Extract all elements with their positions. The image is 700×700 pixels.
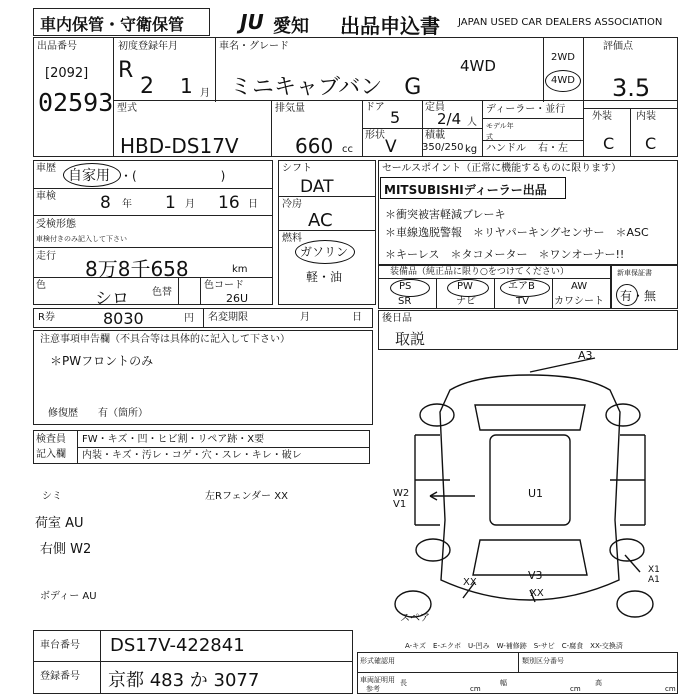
eq-sr: SR [398,296,412,307]
storage-title: 車内保管・守衛保管 [40,15,185,34]
diagram-spare: スペア [400,613,430,624]
model-year-label: モデル年式 [486,122,514,141]
diagram-xx1: XX [463,577,477,588]
diagram-w2v1: W2 V1 [393,488,410,510]
color-code-label: 色コード [204,280,244,291]
notes-repair-label: 修復歴 有（箇所） [48,408,148,419]
diagram-u1: U1 [528,487,544,500]
handle-label: ハンドル [486,143,526,154]
form-value: V [385,137,397,157]
disp-value: 660 [295,134,334,158]
sales-label: セールスポイント（正常に機能するものに限ります） [382,163,622,174]
eq-tv: TV [516,296,529,307]
color-tone-label: 色替 [152,287,172,298]
notes-label: 注意事項申告欄（不具合等は具体的に記入して下さい） [40,334,290,345]
first-reg-era: R [118,58,134,83]
drive-4wd: 4WD [551,75,575,86]
door-label: ドア [365,102,385,113]
eq-navi: ナビ [456,296,476,307]
inspection-year-unit: 年 [122,199,132,210]
history-label: 車歴 [36,163,56,174]
remark-5: ボディー AU [40,591,97,602]
chassis-value: DS17V-422841 [110,635,245,656]
remark-1: シミ [42,491,62,502]
change-month: 月 [300,312,310,323]
remark-4: 右側 W2 [40,542,92,557]
footer-f7: 幅 [500,679,507,687]
disp-unit: cc [342,144,353,155]
type-value: HBD-DS17V [120,134,239,158]
shift-value: DAT [300,177,334,197]
eq-seat: カワシート [554,296,604,307]
recycle-value: 8030 [103,309,144,328]
inspector-row2: 内装・キズ・汚レ・コゲ・穴・スレ・キレ・破レ [82,450,302,461]
footer-f2: 類別区分番号 [522,657,564,665]
inspection-month-unit: 月 [185,199,195,210]
accept-note: 車検付きのみ記入して下さい [36,235,127,243]
model-drive: 4WD [460,57,496,75]
lot-label: 出品番号 [37,41,77,52]
drive-2wd: 2WD [551,52,575,63]
lot-sub: [2092] [45,66,89,81]
color-code-value: 26U [226,292,249,305]
color-value: シロ [95,289,129,309]
remark-2: 左Rフェンダー XX [205,491,288,502]
history-rest: ・( ) [120,169,226,183]
footer-f6: cm [470,685,481,693]
aircon-label: 冷房 [282,199,302,210]
change-label: 名変期限 [208,312,248,323]
association-name: JAPAN USED CAR DEALERS ASSOCIATION [458,17,663,28]
inspector-label1: 検査員 [36,434,66,445]
load-label: 積載 [425,130,445,141]
footer-f9: 高 [595,679,602,687]
grade-int: C [645,134,657,153]
form-title: 出品申込書 [340,14,440,38]
mileage-label: 走行 [36,251,56,262]
first-reg-year: 2 [140,74,154,99]
footer-f4: 長 [400,679,407,687]
plate-label: 登録番号 [40,671,80,682]
disp-label: 排気量 [275,103,305,114]
cap-value: 2/4 [437,110,462,128]
remark-3: 荷室 AU [35,516,84,531]
footer-f5: 参考 [366,685,380,693]
sales-line3: ＊キーレス ＊タコメーター ＊ワンオーナー!! [385,248,625,261]
grade-value: 3.5 [612,74,651,102]
warranty-label: 新車保証書 [617,269,652,277]
inspector-label2: 記入欄 [36,449,66,460]
mileage-value: 8万8千658 [85,257,189,281]
aircon-value: AC [308,210,333,231]
grade-label: 評価点 [603,41,633,52]
eq-aw: AW [571,281,588,292]
grade-ext: C [603,134,615,153]
model-name-value: ミニキャブバン G [230,75,422,100]
lot-number: 02593 [38,88,114,117]
inspection-label: 車検 [36,191,56,202]
first-reg-month: 1 [180,74,193,98]
inspection-month: 1 [165,193,176,213]
sales-headline: MITSUBISHIディーラー出品 [384,183,547,197]
load-unit: kg [465,144,478,155]
footer-f1: 形式確認用 [360,657,395,665]
handle-opts: 右・左 [538,143,568,154]
sales-line1: ＊衝突被害軽減ブレーキ [385,208,506,221]
model-label: 車名・グレード [219,41,289,52]
mileage-unit: km [232,264,248,275]
fuel-value: ガソリン [300,245,349,259]
notes-value: ＊PWフロントのみ [50,354,154,368]
first-reg-label: 初度登録年月 [118,41,178,52]
cap-label: 定員 [425,102,445,113]
later-items-value: 取説 [395,330,426,348]
recycle-unit: 円 [184,313,194,324]
inspection-day: 16 [218,193,240,213]
diagram-xx2: XX [530,588,544,599]
later-items-label: 後日品 [382,313,412,324]
sales-line2: ＊車線逸脱警報 ＊リヤパーキングセンサー ＊ASC [385,226,649,239]
fuel-label: 燃料 [282,233,302,244]
inspection-year: 8 [100,193,111,213]
brand-logo: JU [240,10,264,34]
first-reg-month-unit: 月 [200,88,210,99]
load-value: 350/250 [422,142,464,153]
fuel-rest: 軽・油 [306,270,343,284]
plate-value: 京都 483 か 3077 [108,670,260,691]
color-label: 色 [36,280,46,291]
footer-f8: cm [570,685,581,693]
shift-label: シフト [282,163,312,174]
form-label: 形状 [365,130,385,141]
footer-f10: cm [665,685,676,693]
footer-f3: 車両証明用 [360,676,395,684]
inspection-day-unit: 日 [248,199,258,210]
eq-ps: PS [399,281,412,292]
warranty-value: 有・無 [620,289,657,303]
eq-airbag: エアB [508,281,535,292]
accept-label: 受検形態 [36,219,76,230]
chassis-label: 車台番号 [40,640,80,651]
recycle-label: R券 [38,312,55,323]
equipment-label: 装備品（純正品に限り○をつけてください） [390,267,569,277]
type-label: 型式 [117,103,137,114]
grade-int-label: 内装 [636,111,656,122]
diagram-a3: A3 [578,349,593,362]
grade-ext-label: 外装 [592,111,612,122]
door-value: 5 [390,108,401,127]
dealer-label: ディーラー・並行 [486,104,566,115]
inspector-row1: FW・キズ・凹・ヒビ割・リペア跡・X要 [82,434,265,445]
change-day: 日 [352,312,362,323]
eq-pw: PW [457,281,473,292]
diagram-v3: V3 [528,569,543,582]
diagram-legend: A-キズ E-エクボ U-凹み W-補修跡 S-サビ C-腐食 XX-交換済 [405,642,623,650]
history-value: 自家用 [68,168,110,184]
cap-unit: 人 [467,117,477,128]
diagram-x1a1: X1 A1 [648,565,660,585]
brand-pref: 愛知 [273,16,309,37]
